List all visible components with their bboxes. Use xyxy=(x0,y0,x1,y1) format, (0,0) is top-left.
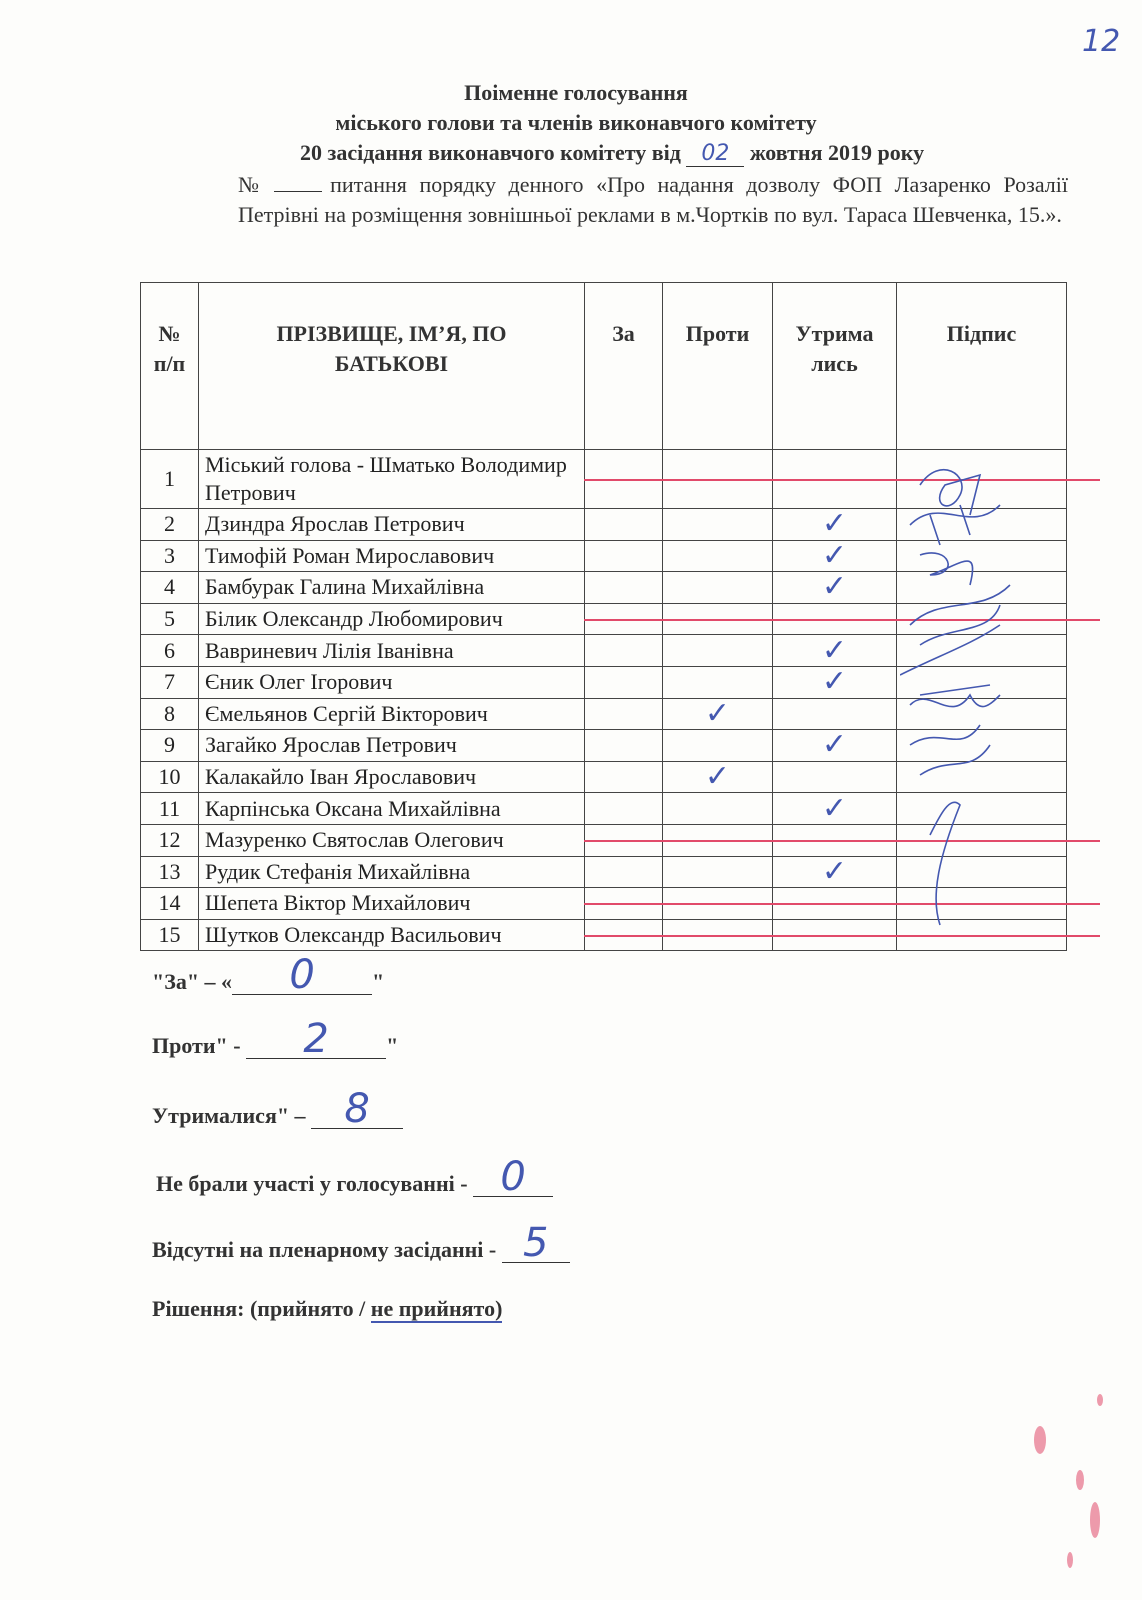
row-num: 6 xyxy=(141,635,199,667)
signature-2 xyxy=(910,505,1000,545)
row-name: Рудик Стефанія Михайлівна xyxy=(199,856,585,888)
row-name: Дзиндра Ярослав Петрович xyxy=(199,509,585,541)
summary-not-voting xyxy=(156,1154,553,1200)
signature-6 xyxy=(910,695,1000,707)
row-for-cell[interactable] xyxy=(585,856,663,888)
agenda-number-sign: № xyxy=(238,172,267,197)
row-num: 4 xyxy=(141,572,199,604)
row-for-cell[interactable] xyxy=(585,698,663,730)
row-name: Єник Олег Ігорович xyxy=(199,666,585,698)
decision-selected: не прийнято) xyxy=(370,1296,503,1321)
row-for-cell[interactable] xyxy=(585,572,663,604)
row-for-cell[interactable] xyxy=(585,509,663,541)
row-abstain-cell[interactable] xyxy=(773,569,897,605)
title-line-1: Поіменне голосування xyxy=(464,80,688,105)
row-name: Карпінська Оксана Михайлівна xyxy=(199,793,585,825)
row-abstain-cell[interactable] xyxy=(773,790,897,826)
row-num: 8 xyxy=(141,698,199,730)
summary-abstain xyxy=(152,1086,403,1132)
row-against-cell[interactable] xyxy=(663,761,773,793)
header-abstain: Утрима лись xyxy=(773,283,897,450)
row-name: Білик Олександр Любомирович xyxy=(199,603,585,635)
summary-abstain-label: Утрималися" – xyxy=(152,1103,306,1128)
header-num: № п/п xyxy=(141,283,199,450)
header-signature: Підпис xyxy=(897,283,1067,450)
row-name: Міський голова - Шматько Володимир Петрович xyxy=(199,450,585,509)
row-against-cell[interactable] xyxy=(663,540,773,572)
row-against-cell[interactable] xyxy=(663,730,773,762)
row-abstain-cell[interactable] xyxy=(773,853,897,889)
row-against-cell[interactable] xyxy=(663,666,773,698)
summary-absent-value: 5 xyxy=(523,1220,549,1266)
row-num: 10 xyxy=(141,761,199,793)
agenda-number-field[interactable] xyxy=(274,191,322,192)
decision-label: Рішення: (прийнято / xyxy=(152,1296,366,1321)
summary-absent xyxy=(152,1220,570,1266)
title-line-3-prefix: 20 засідання виконавчого комітету від xyxy=(300,140,681,165)
summary-not-voting-label: Не брали участі у голосуванні - xyxy=(156,1171,468,1196)
absent-strike-line xyxy=(584,935,1100,937)
row-name: Мазуренко Святослав Олегович xyxy=(199,824,585,856)
header-against: Проти xyxy=(663,283,773,450)
summary-against-value: 2 xyxy=(303,1016,329,1062)
check-mark-icon: ✓ xyxy=(821,727,848,763)
row-name: Шепета Віктор Михайлович xyxy=(199,888,585,920)
row-num: 15 xyxy=(141,919,199,951)
row-abstain-cell[interactable] xyxy=(773,506,897,542)
check-mark-icon: ✓ xyxy=(821,853,848,889)
row-abstain-cell[interactable] xyxy=(773,727,897,763)
row-for-cell[interactable] xyxy=(585,635,663,667)
row-name: Загайко Ярослав Петрович xyxy=(199,730,585,762)
row-abstain-cell[interactable] xyxy=(773,666,897,698)
row-name: Вавриневич Лілія Іванівна xyxy=(199,635,585,667)
summary-abstain-value: 8 xyxy=(344,1086,370,1132)
signature-3 xyxy=(920,553,973,585)
check-mark-icon: ✓ xyxy=(821,569,848,605)
row-for-cell[interactable] xyxy=(585,666,663,698)
row-num: 5 xyxy=(141,603,199,635)
row-name: Бамбурак Галина Михайлівна xyxy=(199,572,585,604)
row-against-cell[interactable] xyxy=(663,695,773,731)
row-name: Калакайло Іван Ярославович xyxy=(199,761,585,793)
row-against-cell[interactable] xyxy=(663,793,773,825)
row-against-cell[interactable] xyxy=(663,509,773,541)
summary-for-value: 0 xyxy=(289,952,315,998)
check-mark-icon: ✓ xyxy=(821,506,848,542)
title-line-3-suffix: жовтня 2019 року xyxy=(749,140,925,165)
row-num: 13 xyxy=(141,856,199,888)
page-number: 12 xyxy=(1082,24,1121,59)
row-num: 11 xyxy=(141,793,199,825)
check-mark-icon: ✓ xyxy=(821,632,848,668)
check-mark-icon: ✓ xyxy=(704,759,731,795)
signature-4 xyxy=(910,585,1010,645)
check-mark-icon: ✓ xyxy=(821,790,848,826)
red-stamp-mark xyxy=(1020,1360,1120,1600)
row-abstain-cell[interactable] xyxy=(773,698,897,730)
summary-for xyxy=(152,952,385,998)
summary-for-label: "За" – « xyxy=(152,969,233,994)
summary-against xyxy=(152,1016,399,1062)
header-name: ПРІЗВИЩЕ, ІМ’Я, ПО БАТЬКОВІ xyxy=(199,283,585,450)
row-abstain-cell[interactable] xyxy=(773,537,897,573)
signature-scribbles xyxy=(900,455,1040,935)
summary-against-label: Проти" - xyxy=(152,1033,241,1058)
row-against-cell[interactable] xyxy=(663,635,773,667)
row-num: 14 xyxy=(141,888,199,920)
check-mark-icon: ✓ xyxy=(821,537,848,573)
row-num: 9 xyxy=(141,730,199,762)
row-name: Шутков Олександр Васильович xyxy=(199,919,585,951)
row-num: 7 xyxy=(141,666,199,698)
row-num: 2 xyxy=(141,509,199,541)
header-for: За xyxy=(585,283,663,450)
signature-7 xyxy=(910,725,990,775)
row-abstain-cell[interactable] xyxy=(773,632,897,668)
summary-absent-label: Відсутні на пленарному засіданні - xyxy=(152,1237,497,1262)
signature-5 xyxy=(900,625,1000,695)
row-for-cell[interactable] xyxy=(585,730,663,762)
summary-not-voting-value: 0 xyxy=(500,1154,526,1200)
row-name: Ємельянов Сергій Вікторович xyxy=(199,698,585,730)
table-header-row xyxy=(141,283,1067,450)
signature-8 xyxy=(930,802,960,925)
summary-against-close: " xyxy=(386,1033,399,1058)
row-for-cell[interactable] xyxy=(585,793,663,825)
check-mark-icon: ✓ xyxy=(821,664,848,700)
agenda-text: питання порядку денного «Про надання дозволу ФОП Лазаренко Розалії Петрівні на розміщення зовнішньої реклами в м.Чортків по вул. Тараса Шевченка, 15.». xyxy=(238,172,1068,227)
title-line-2: міського голови та членів виконавчого комітету xyxy=(335,110,817,135)
row-num: 3 xyxy=(141,540,199,572)
summary-decision xyxy=(152,1296,502,1322)
row-against-cell[interactable] xyxy=(663,856,773,888)
row-for-cell[interactable] xyxy=(585,761,663,793)
check-mark-icon: ✓ xyxy=(704,695,731,731)
signature-1 xyxy=(920,470,980,515)
row-num: 12 xyxy=(141,824,199,856)
row-for-cell[interactable] xyxy=(585,540,663,572)
agenda-item xyxy=(238,170,1068,230)
summary-for-close: " xyxy=(372,969,385,994)
row-abstain-cell[interactable] xyxy=(773,761,897,793)
row-against-cell[interactable] xyxy=(663,572,773,604)
title-line-3 xyxy=(300,140,1060,167)
row-num: 1 xyxy=(141,450,199,509)
date-day-field[interactable]: 02 xyxy=(686,141,744,167)
row-name: Тимофій Роман Мирославович xyxy=(199,540,585,572)
